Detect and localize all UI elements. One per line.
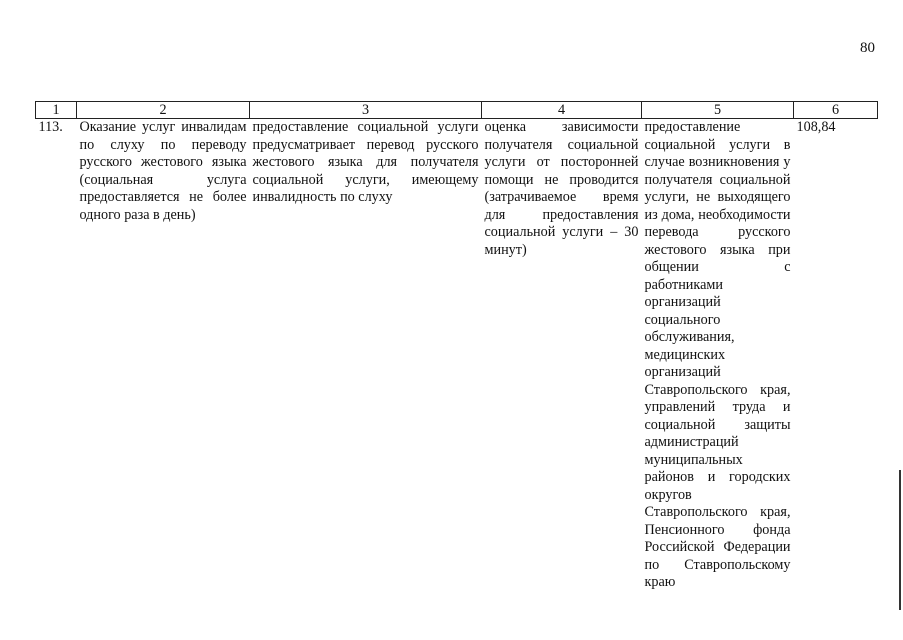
column-header-1: 1	[36, 102, 77, 119]
service-description-cell: предоставление социальной услуги предусматривает перевод русского жестового языка для получателя социальной услуги, имеющему инвалидность по слуху	[252, 119, 479, 205]
services-table	[35, 101, 878, 592]
table-row	[36, 119, 878, 592]
column-header-2: 2	[77, 102, 250, 119]
scan-edge-line	[899, 470, 901, 610]
header-row	[36, 102, 878, 119]
conditions-cell: предоставление социальной услуги в случае возникновения у получателя социальной услуги, не выходящего из дома, необходимости перевода русского жестового языка при общении с работниками организаций социального обслуживания, медицинских организаций Ставропольского края, управлений труда и социальной защиты администраций муниципальных районов и городских округов Ставропольского края, Пенсионного фонда Российской Федерации по Ставропольскому краю	[644, 119, 791, 590]
service-name-cell: Оказание услуг инвалидам по слуху по переводу русского жестового языка (социальная услуга предоставляется не более одного раза в день)	[79, 119, 247, 223]
tariff-cell: 108,84	[796, 119, 836, 135]
column-header-3: 3	[250, 102, 482, 119]
column-header-4: 4	[482, 102, 642, 119]
time-norm-cell: оценка зависимости получателя социальной услуги от посторонней помощи не проводится (затрачиваемое время для предоставления социальной услуги – 30 минут)	[484, 119, 639, 258]
page-number: 80	[860, 40, 875, 56]
row-number: 113.	[38, 119, 63, 135]
column-header-6: 6	[794, 102, 878, 119]
column-header-5: 5	[642, 102, 794, 119]
